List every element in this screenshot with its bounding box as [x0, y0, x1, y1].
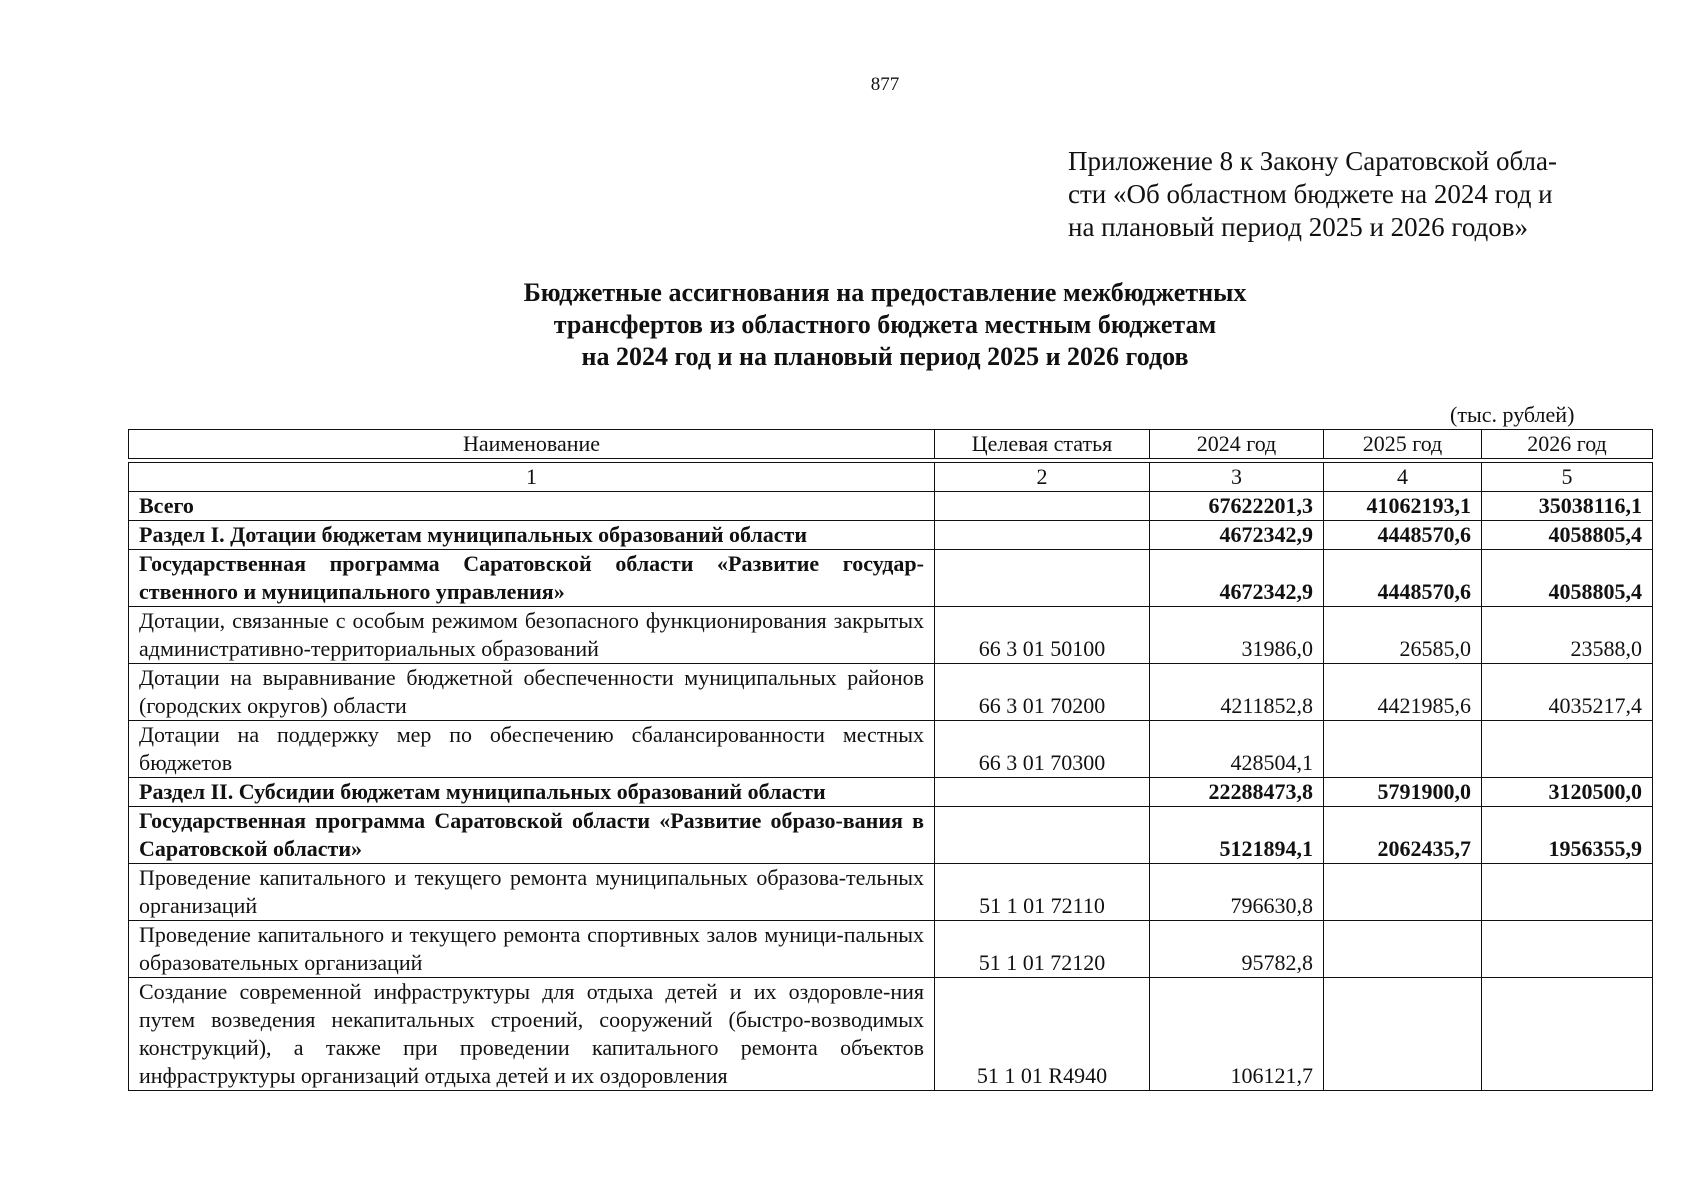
- table-row: [129, 607, 1653, 664]
- row-2026-cell: 4035217,4: [1482, 664, 1653, 721]
- row-code-cell: 51 1 01 72120: [935, 921, 1150, 978]
- appendix-line: сти «Об областном бюджете на 2024 год и: [1068, 179, 1553, 209]
- table-row: [129, 807, 1653, 864]
- column-number-row: [129, 463, 1653, 492]
- row-name-cell: Дотации на выравнивание бюджетной обеспеченности муниципальных районов (городских округов) области: [129, 664, 935, 721]
- row-name-cell: Раздел II. Субсидии бюджетам муниципальных образований области: [129, 778, 935, 807]
- row-2026-cell: 4058805,4: [1482, 521, 1653, 550]
- row-code-cell: [935, 492, 1150, 521]
- row-2026-cell: 23588,0: [1482, 607, 1653, 664]
- page-number: 877: [870, 74, 900, 95]
- row-2024-cell: 4672342,9: [1150, 521, 1324, 550]
- document-title: [0, 277, 1697, 373]
- row-code-cell: 51 1 01 R4940: [935, 978, 1150, 1091]
- header-cell: Целевая статья: [935, 430, 1150, 459]
- row-code-cell: 66 3 01 50100: [935, 607, 1150, 664]
- row-2025-cell: 26585,0: [1324, 607, 1482, 664]
- row-name-cell: Государственная программа Саратовской области «Развитие образо-вания в Саратовской области»: [129, 807, 935, 864]
- row-2024-cell: 428504,1: [1150, 721, 1324, 778]
- table-row: [129, 664, 1653, 721]
- row-2026-cell: [1482, 921, 1653, 978]
- row-code-cell: [935, 521, 1150, 550]
- row-2025-cell: 4448570,6: [1324, 521, 1482, 550]
- title-line: на 2024 год и на плановый период 2025 и 2026 годов: [581, 342, 1189, 371]
- row-2026-cell: 35038116,1: [1482, 492, 1653, 521]
- row-name-cell: Проведение капитального и текущего ремонта муниципальных образова-тельных организаций: [129, 864, 935, 921]
- title-line: трансфертов из областного бюджета местным бюджетам: [553, 310, 1217, 339]
- table-row: [129, 521, 1653, 550]
- row-2026-cell: 1956355,9: [1482, 807, 1653, 864]
- table-row: [129, 492, 1653, 521]
- header-row: [129, 430, 1653, 459]
- column-number-cell: 3: [1150, 463, 1324, 492]
- row-name-cell: Проведение капитального и текущего ремонта спортивных залов муници-пальных образовательных организаций: [129, 921, 935, 978]
- row-2025-cell: [1324, 864, 1482, 921]
- row-2024-cell: 67622201,3: [1150, 492, 1324, 521]
- appendix-note: [1068, 145, 1628, 244]
- row-2024-cell: 4211852,8: [1150, 664, 1324, 721]
- table-row: [129, 778, 1653, 807]
- row-2024-cell: 106121,7: [1150, 978, 1324, 1091]
- table-row: [129, 550, 1653, 607]
- row-2026-cell: 3120500,0: [1482, 778, 1653, 807]
- row-2026-cell: [1482, 864, 1653, 921]
- row-code-cell: [935, 778, 1150, 807]
- row-name-cell: Государственная программа Саратовской области «Развитие государ-ственного и муниципального управления»: [129, 550, 935, 607]
- header-cell: Наименование: [129, 430, 935, 459]
- units-label: (тыс. рублей): [1450, 402, 1575, 427]
- table-row: [129, 864, 1653, 921]
- row-code-cell: [935, 550, 1150, 607]
- row-name-cell: Всего: [129, 492, 935, 521]
- row-2024-cell: 5121894,1: [1150, 807, 1324, 864]
- row-2025-cell: 2062435,7: [1324, 807, 1482, 864]
- row-code-cell: [935, 807, 1150, 864]
- column-number-cell: 2: [935, 463, 1150, 492]
- column-number-cell: 1: [129, 463, 935, 492]
- row-2024-cell: 22288473,8: [1150, 778, 1324, 807]
- table-row: [129, 921, 1653, 978]
- row-code-cell: 51 1 01 72110: [935, 864, 1150, 921]
- row-2025-cell: 4421985,6: [1324, 664, 1482, 721]
- table-row: [129, 978, 1653, 1091]
- row-2024-cell: 4672342,9: [1150, 550, 1324, 607]
- row-2025-cell: [1324, 921, 1482, 978]
- appendix-line: Приложение 8 к Закону Саратовской обла-: [1068, 146, 1557, 176]
- appendix-line: на плановый период 2025 и 2026 годов»: [1068, 212, 1529, 242]
- row-2025-cell: [1324, 978, 1482, 1091]
- row-code-cell: 66 3 01 70200: [935, 664, 1150, 721]
- row-2026-cell: 4058805,4: [1482, 550, 1653, 607]
- row-2024-cell: 796630,8: [1150, 864, 1324, 921]
- header-cell: 2026 год: [1482, 430, 1653, 459]
- row-2024-cell: 31986,0: [1150, 607, 1324, 664]
- title-line: Бюджетные ассигнования на предоставление межбюджетных: [523, 278, 1247, 307]
- row-name-cell: Дотации, связанные с особым режимом безопасного функционирования закрытых административно-территориальных образований: [129, 607, 935, 664]
- row-2024-cell: 95782,8: [1150, 921, 1324, 978]
- row-name-cell: Создание современной инфраструктуры для отдыха детей и их оздоровле-ния путем возведения некапитальных строений, сооружений (быстро-возводимых конструкций), а также при проведении капитального ремонта объектов инфраструктуры организаций отдыха детей и их оздоровления: [129, 978, 935, 1091]
- row-2025-cell: 4448570,6: [1324, 550, 1482, 607]
- row-code-cell: 66 3 01 70300: [935, 721, 1150, 778]
- table-row: [129, 721, 1653, 778]
- row-2025-cell: 41062193,1: [1324, 492, 1482, 521]
- row-2026-cell: [1482, 978, 1653, 1091]
- row-name-cell: Дотации на поддержку мер по обеспечению сбалансированности местных бюджетов: [129, 721, 935, 778]
- row-2026-cell: [1482, 721, 1653, 778]
- row-2025-cell: 5791900,0: [1324, 778, 1482, 807]
- header-cell: 2025 год: [1324, 430, 1482, 459]
- budget-table: [128, 429, 1653, 1091]
- row-name-cell: Раздел I. Дотации бюджетам муниципальных образований области: [129, 521, 935, 550]
- header-cell: 2024 год: [1150, 430, 1324, 459]
- column-number-cell: 4: [1324, 463, 1482, 492]
- column-number-cell: 5: [1482, 463, 1653, 492]
- row-2025-cell: [1324, 721, 1482, 778]
